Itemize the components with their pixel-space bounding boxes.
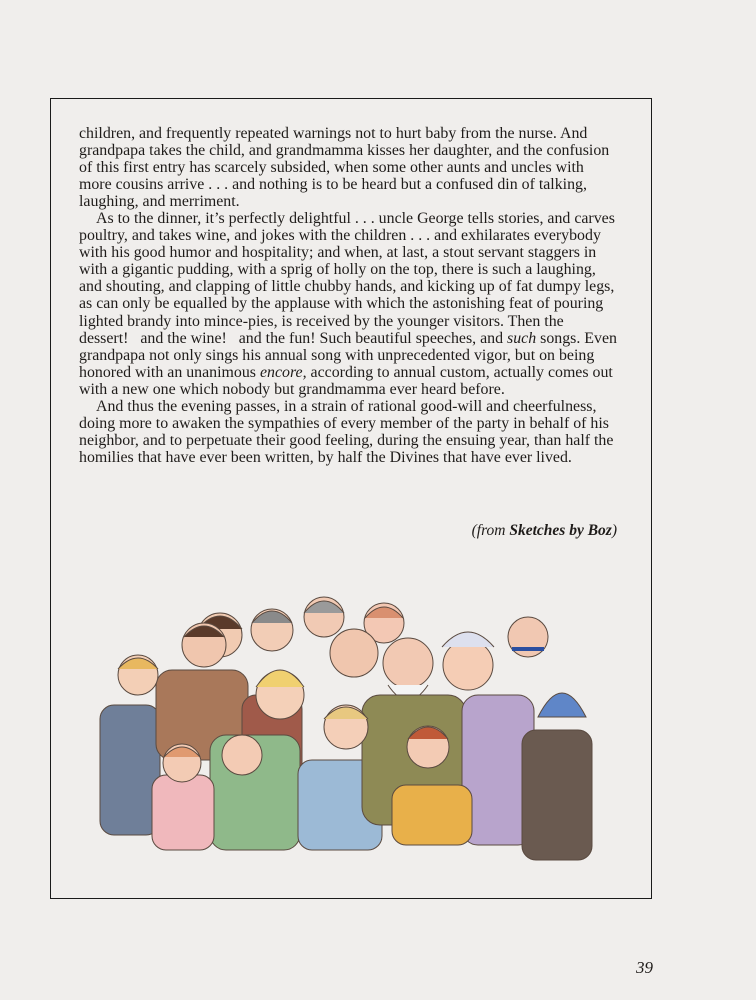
back-row xyxy=(198,597,548,700)
text-run: songs. Even grandpapa not only sings his annual song with unprecedented vigor, but on being honored with an unanimous xyxy=(79,329,617,381)
page-number: 39 xyxy=(636,958,653,977)
source-suffix: ) xyxy=(611,522,617,539)
body-text xyxy=(79,125,619,466)
text-run: As to the dinner, it’s perfectly delightful . . . uncle George tells stories, and carves poultry, and takes wine, and jokes with the children . . . and exhilarates everybody with his good humor and hospitality; and when, at last, a stout servant staggers in with a gigantic pudding, with a sprig of holly on the top, there is such a laughing, and shouting, and clapping of little chubby hands, and kicking up of fat dumpy legs, as can only be equalled by the applause with which the astonishing feat of pouring lighted brandy into mince-pies, is received by the younger visitors. Then the dessert! and the wine! and the fun! Such beautiful speeches, and xyxy=(79,210,615,347)
text-run: according to annual custom, actually comes out with a new one which nobody but grandmamma ever heard before. xyxy=(79,363,613,398)
source-attribution xyxy=(472,522,617,540)
text-run: children, and frequently repeated warnings not to hurt baby from the nurse. And grandpapa takes the child, and grandmamma kisses her daughter, and the confusion of this first entry has scarcely subsided, when some other aunts and uncles with more cousins arrive . . . and nothing is to be heard but a confused din of talking, laughing, and merriment. xyxy=(79,125,610,211)
emphasis-text: such xyxy=(507,329,537,347)
paragraph xyxy=(79,210,619,398)
paragraph xyxy=(79,125,619,210)
text-run: And thus the evening passes, in a strain of rational good-will and cheerfulness, doing more to awaken the sympathies of every member of the party in behalf of his neighbor, and to perpetuate their good feeling, during the ensuing year, than half the homilies that have ever been written, by half the Divines that have ever lived. xyxy=(79,397,614,466)
source-title: Sketches by Boz xyxy=(509,522,612,539)
emphasis-text: encore, xyxy=(259,363,307,381)
source-prefix: (from xyxy=(471,522,510,539)
carolers-illustration xyxy=(92,585,612,875)
paragraph xyxy=(79,398,619,466)
